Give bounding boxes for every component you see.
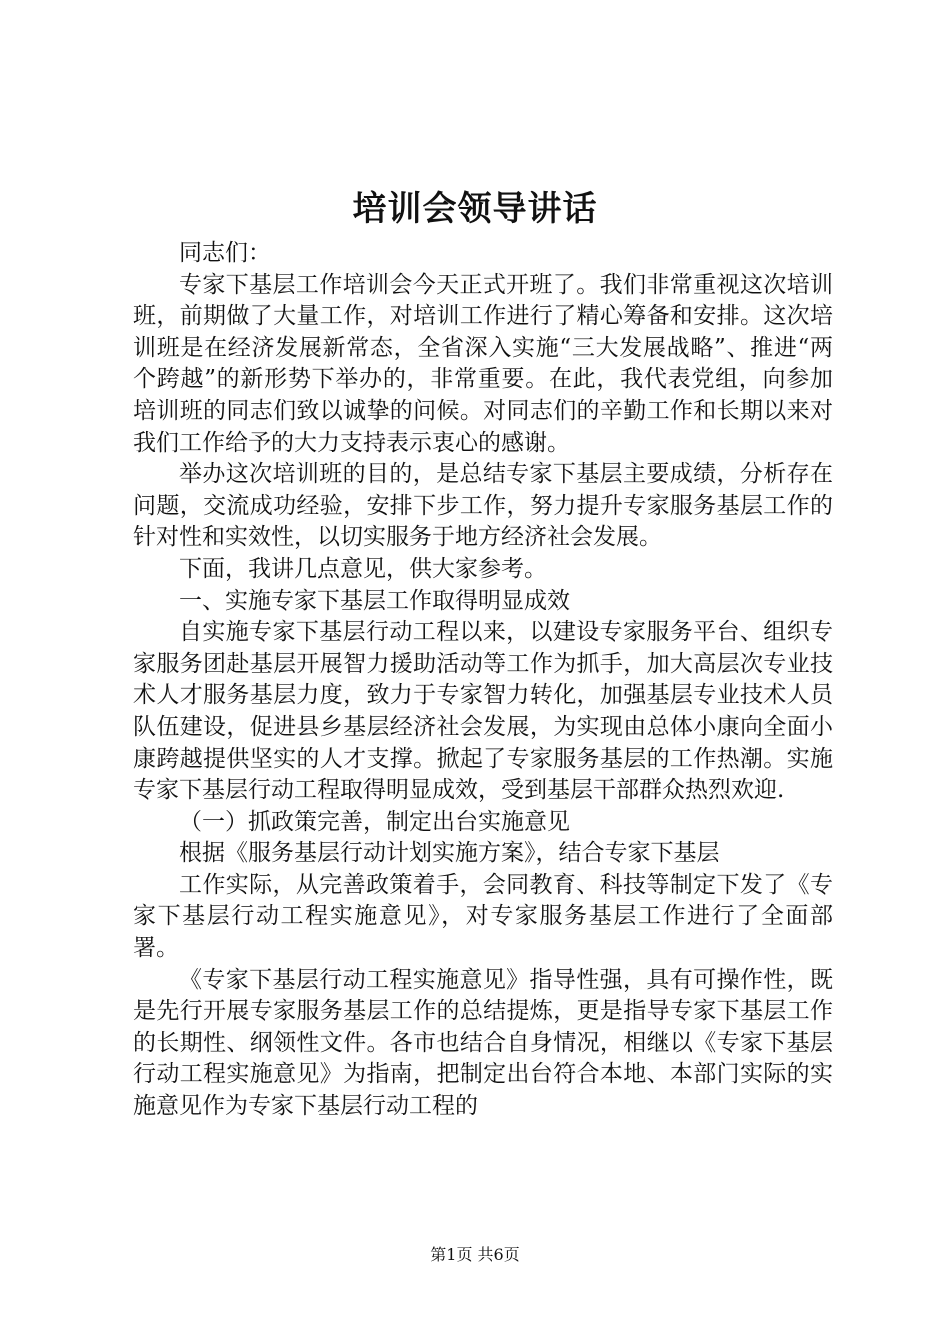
body-paragraph: 专家下基层工作培训会今天正式开班了。我们非常重视这次培训班，前期做了大量工作，对培训工作进行了精心筹备和安排。这次培训班是在经济发展新常态，全省深入实施“三大发展战略”、推进“两个跨越”的新形势下举办的，非常重要。在此，我代表党组，向参加培训班的同志们致以诚挚的问候。对同志们的辛勤工作和长期以来对我们工作给予的大力支持表示衷心的感谢。	[133, 271, 833, 456]
body-paragraph: 下面，我讲几点意见，供大家参考。	[179, 555, 547, 582]
body-paragraph: 举办这次培训班的目的，是总结专家下基层主要成绩，分析存在问题，交流成功经验，安排下步工作，努力提升专家服务基层工作的针对性和实效性，以切实服务于地方经济社会发展。	[133, 461, 833, 551]
salutation: 同志们：	[179, 240, 271, 266]
document-body	[133, 238, 833, 1123]
body-paragraph: 《专家下基层行动工程实施意见》指导性强，具有可操作性，既是先行开展专家服务基层工作的总结提炼，更是指导专家下基层工作的长期性、纲领性文件。各市也结合自身情况，相继以《专家下基层行动工程实施意见》为指南，把制定出台符合本地、本部门实际的实施意见作为专家下基层行动工程的	[133, 966, 833, 1120]
page-number-footer: 第1页 共6页	[430, 1245, 520, 1264]
subsection-heading: （一）抓政策完善，制定出台实施意见	[179, 808, 570, 835]
section-heading: 一、实施专家下基层工作取得明显成效	[179, 587, 570, 614]
body-paragraph: 自实施专家下基层行动工程以来，以建设专家服务平台、组织专家服务团赴基层开展智力援助活动等工作为抓手，加大高层次专业技术人才服务基层力度，致力于专家智力转化，加强基层专业技术人员队伍建设，促进县乡基层经济社会发展，为实现由总体小康向全面小康跨越提供坚实的人才支撑。掀起了专家服务基层的工作热潮。实施专家下基层行动工程取得明显成效，受到基层干部群众热烈欢迎.	[133, 619, 833, 804]
body-paragraph: 工作实际，从完善政策着手，会同教育、科技等制定下发了《专家下基层行动工程实施意见》，对专家服务基层工作进行了全面部署。	[133, 871, 833, 962]
document-title: 培训会领导讲话	[352, 189, 598, 229]
body-paragraph: 根据《服务基层行动计划实施方案》，结合专家下基层	[179, 840, 720, 867]
